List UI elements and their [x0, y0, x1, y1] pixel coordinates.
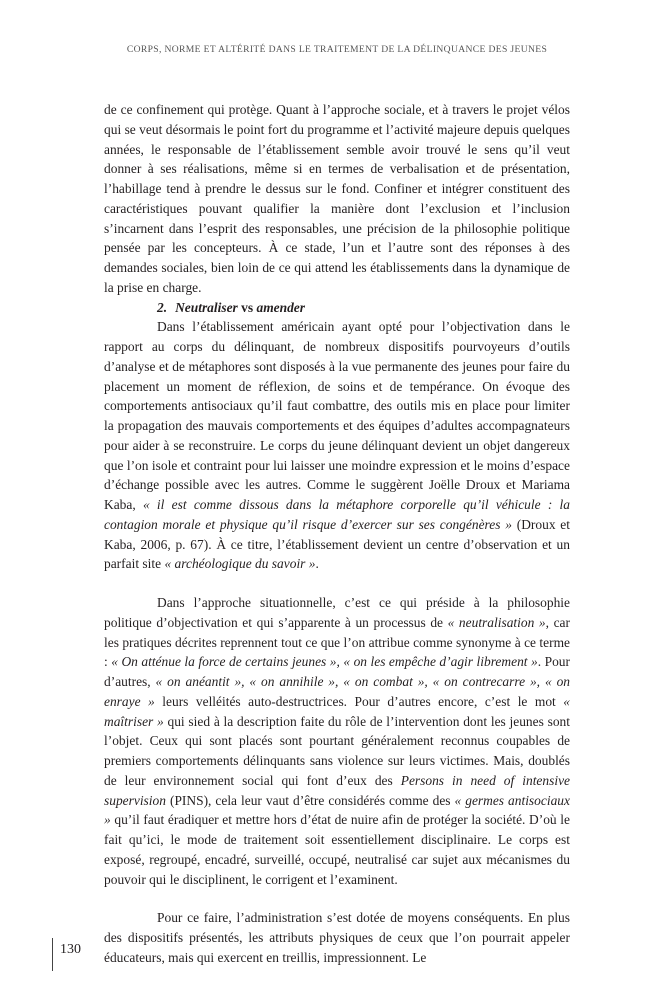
- section-heading: [104, 298, 570, 318]
- paragraph-1: de ce confinement qui protège. Quant à l’approche sociale, et à travers le projet vélos qui se veut désormais le point fort du programme et l’activité majeure depuis quelques années, le responsable de l’établissement semble avoir trouvé le sens qu’il veut donner à ses réalisations, même si en termes de verbalisation et de présentation, l’habillage tend à prendre le dessus sur le fond. Confiner et intégrer constituent des caractéristiques pouvant qualifier la manière dont l’exclusion et l’inclusion s’incarnent dans l’esprit des responsables, une précision de la philosophie politique pensée par les concepteurs. À ce stade, l’un et l’autre sont des réponses à des demandes sociales, bien loin de ce qui attend les établissements dans la dynamique de la prise en charge.: [104, 102, 570, 295]
- paragraph-3-quote-d: « On atténue la force de certains jeunes », « on les empêche d’agir librement »: [111, 654, 538, 670]
- paragraph-3-text-c: , car les pratiques décrites reprennent tout ce que l’on attribue comme synonyme à ce terme :: [104, 614, 570, 670]
- paragraph-3-text-m: qu’il faut éradiquer et mettre hors d’état de nuire afin de protéger la société. D’où le fait qu’ici, le mode de traitement soit essentiellement disciplinaire. Le corps est exposé, regroupé, encadré, surveillé, occupé, neutralisé car sujet aux mécanismes du pouvoir qui le disciplinent, le corrigent et l’examinent.: [104, 812, 570, 887]
- section-title-part2: amender: [256, 299, 305, 315]
- body-text: [104, 100, 570, 968]
- paragraph-3-quote-f: « on anéantit », « on annihile », « on combat », « on contrecarre », « on enraye »: [104, 674, 571, 709]
- paragraph-2-text-e: .: [315, 556, 319, 572]
- paragraph-3-quote-l: « germes antisociaux »: [104, 792, 570, 828]
- paragraph-2-quote: « il est comme dissous dans la métaphore corporelle qu’il véhicule : la contagion morale et physique qu’il risque d’exercer sur ses congénères »: [104, 497, 570, 532]
- paragraph-3-text-i: qui sied à la description faite du rôle de l’intervention dont les jeunes sont l’objet. Ceux qui sont placés sont pourtant généralement reconnus coupables de premiers comportements délinquants sans violence sur leurs victimes. Mais, doublés de leur environnement social qui font d’eux des: [104, 713, 570, 788]
- paragraph-2: [104, 317, 570, 574]
- paragraph-4: Pour ce faire, l’administration s’est dotée de moyens conséquents. En plus des dispositifs présentés, les attributs physiques de ceux que l’on pourrait appeler éducateurs, mais qui exercent en treillis, impressionnent. Le: [104, 910, 570, 965]
- running-head: CORPS, NORME ET ALTÉRITÉ DANS LE TRAITEMENT DE LA DÉLINQUANCE DES JEUNES: [126, 44, 548, 55]
- paragraph-2-text-a: Dans l’établissement américain ayant opté pour l’objectivation dans le rapport au corps du délinquant, de nombreux dispositifs pourvoyeurs d’outils d’analyse et de métaphores sont disposés à la vue permanente des jeunes pour faire du placement un moment de réflexion, de soins et de tempérance. On évoque des comportements antisociaux qu’il faut combattre, des outils mis en place pour limiter la propagation des mauvais comportements et des équipes d’adultes accompagnateurs pour aider à se reconstruire. Le corps du jeune délinquant devient un objet dangereux que l’on isole et contraint pour lui laisser une moindre expression et le moins d’espace d’échange possible avec les autres. Comme le suggèrent Joëlle Droux et Mariama Kaba,: [104, 319, 570, 512]
- paragraph-3-text-a: Dans l’approche situationnelle, c’est ce qui préside à la philosophie politique d’objectivation et qui s’apparente à un processus de: [104, 595, 570, 630]
- page-number: 130: [60, 942, 81, 957]
- paragraph-3-quote-b: « neutralisation »: [447, 614, 546, 630]
- section-number: 2.: [157, 299, 168, 315]
- paragraph-2-text-c: (Droux et Kaba, 2006, p. 67). À ce titre, l’établissement devient un centre d’observation et un parfait site: [104, 516, 571, 572]
- paragraph-3-term-j: Persons in need of intensive supervision: [104, 772, 571, 808]
- paragraph-3: [104, 593, 570, 889]
- section-title-vs: vs: [241, 299, 254, 315]
- paragraph-3-text-k: (PINS), cela leur vaut d’être considérés comme des: [165, 792, 455, 808]
- folio-divider: [52, 938, 53, 971]
- paragraph-2-quote-2: « archéologique du savoir »: [164, 556, 316, 572]
- paragraph-3-text-e: . Pour d’autres,: [104, 654, 570, 689]
- paragraph-3-text-g: leurs velléités auto-destructrices. Pour d’autres encore, c’est le mot: [154, 693, 564, 709]
- section-title-part1: Neutraliser: [175, 299, 238, 315]
- paragraph-3-quote-h: « maîtriser »: [104, 693, 571, 729]
